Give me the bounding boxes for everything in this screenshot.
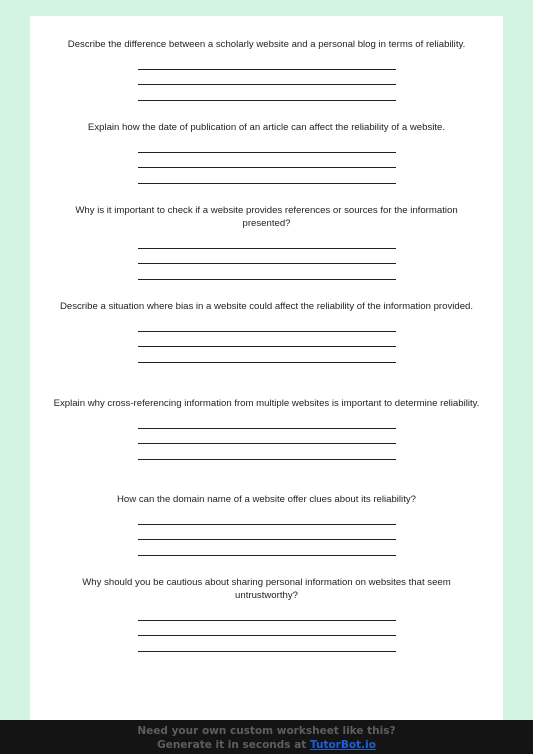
- question-block-5: [30, 397, 503, 460]
- answer-line[interactable]: [138, 70, 396, 86]
- answer-line[interactable]: [138, 525, 396, 541]
- answer-line[interactable]: [138, 540, 396, 556]
- question-text: Explain why cross-referencing information from multiple websites is important to determine reliability.: [53, 398, 480, 409]
- answer-line[interactable]: [138, 137, 396, 153]
- question-block-3: [30, 204, 503, 280]
- question-text: Describe the difference between a scholarly website and a personal blog in terms of reliability.: [67, 39, 466, 50]
- answer-lines: [138, 137, 396, 184]
- answer-line[interactable]: [138, 332, 396, 348]
- answer-line[interactable]: [138, 636, 396, 652]
- question-text: Why is it important to check if a website provides references or sources for the information presented?: [75, 205, 458, 229]
- question-text: How can the domain name of a website offer clues about its reliability?: [117, 494, 416, 505]
- question-block-1: [30, 38, 503, 101]
- answer-line[interactable]: [138, 168, 396, 184]
- answer-line[interactable]: [138, 413, 396, 429]
- answer-line[interactable]: [138, 316, 396, 332]
- answer-line[interactable]: [138, 429, 396, 445]
- answer-line[interactable]: [138, 233, 396, 249]
- answer-lines: [138, 233, 396, 280]
- answer-line[interactable]: [138, 264, 396, 280]
- answer-lines: [138, 316, 396, 363]
- tutorbot-link[interactable]: TutorBot.io: [309, 739, 376, 751]
- worksheet-page: [30, 16, 503, 754]
- answer-line[interactable]: [138, 85, 396, 101]
- question-block-4: [30, 300, 503, 363]
- answer-lines: [138, 605, 396, 652]
- promo-footer: [0, 720, 533, 754]
- answer-line[interactable]: [138, 347, 396, 363]
- question-block-7: [30, 576, 503, 652]
- answer-line[interactable]: [138, 153, 396, 169]
- question-block-6: [30, 493, 503, 556]
- question-text: Why should you be cautious about sharing personal information on websites that seem untrustworthy?: [82, 577, 451, 601]
- answer-lines: [138, 54, 396, 101]
- answer-line[interactable]: [138, 621, 396, 637]
- answer-line[interactable]: [138, 509, 396, 525]
- footer-line-2: [0, 738, 533, 752]
- footer-prefix: Generate it in seconds at: [157, 739, 310, 751]
- question-text: Describe a situation where bias in a website could affect the reliability of the information provided.: [59, 301, 474, 312]
- answer-lines: [138, 413, 396, 460]
- answer-line[interactable]: [138, 249, 396, 265]
- footer-line-1: Need your own custom worksheet like this?: [137, 725, 396, 737]
- answer-line[interactable]: [138, 444, 396, 460]
- answer-lines: [138, 509, 396, 556]
- answer-line[interactable]: [138, 605, 396, 621]
- question-text: Explain how the date of publication of an article can affect the reliability of a website.: [87, 122, 446, 133]
- question-block-2: [30, 121, 503, 184]
- answer-line[interactable]: [138, 54, 396, 70]
